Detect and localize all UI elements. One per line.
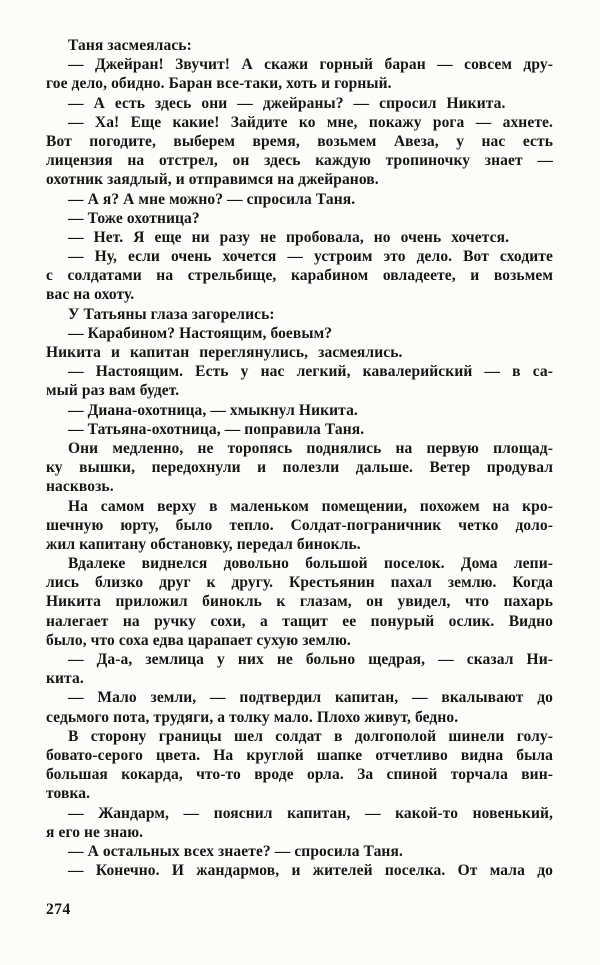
- text-line: Никита приложил бинокль к глазам, он увидел, что пахарь: [46, 593, 553, 611]
- text-line: — Жандарм, — пояснил капитан, — какой-то новенький,: [68, 804, 553, 822]
- text-line: жил капитану обстановку, передал бинокль.: [46, 535, 361, 553]
- text-line: мый раз вам будет.: [46, 382, 180, 400]
- text-line: — Татьяна-охотница, — поправила Таня.: [68, 420, 365, 438]
- text-line: — Настоящим. Есть у нас легкий, кавалерийский — в са-: [68, 363, 553, 381]
- text-line: с солдатами на стрельбище, карабином овладеете, и возьмем: [46, 267, 553, 285]
- text-line: было, что соха едва царапает сухую землю.: [46, 631, 351, 649]
- text-line: лицензия на отстрел, он здесь каждую тропиночку знает —: [46, 152, 553, 170]
- text-line: большая кокарда, что-то вроде орла. За спиной торчала вин-: [46, 766, 553, 784]
- text-line: — Мало земли, — подтвердил капитан, — вкалывают до: [68, 689, 553, 707]
- text-line: налегает на ручку сохи, а тащит ее понурый ослик. Видно: [46, 612, 553, 630]
- text-line: вас на охоту.: [46, 286, 135, 304]
- text-line: ку вышки, передохнули и полезли дальше. Ветер продувал: [46, 459, 553, 477]
- text-line: шечную юрту, было тепло. Солдат-пограничник четко доло-: [46, 516, 553, 534]
- text-line: гое дело, обидно. Баран все-таки, хоть и горный.: [46, 75, 392, 93]
- text-line: насквозь.: [46, 478, 114, 496]
- text-line: — А остальных всех знаете? — спросила Таня.: [68, 842, 403, 860]
- text-line: — Карабином? Настоящим, боевым?: [68, 324, 333, 342]
- text-line: — Нет. Я еще ни разу не пробовала, но очень хочется.: [68, 228, 510, 246]
- text-line: — Конечно. И жандармов, и жителей поселка. От мала до: [68, 862, 553, 880]
- text-line: Вдалеке виднелся довольно большой поселок. Дома лепи-: [68, 555, 553, 573]
- page-number: 274: [46, 901, 71, 918]
- text-line: — Джейран! Звучит! А скажи горный баран — совсем дру-: [68, 56, 553, 74]
- text-line: бовато-серого цвета. На круглой шапке отчетливо видна была: [46, 746, 553, 764]
- text-line: Таня засмеялась:: [68, 37, 192, 54]
- text-line: В сторону границы шел солдат в долгополой шинели голу-: [68, 727, 553, 745]
- text-line: — Ха! Еще какие! Зайдите ко мне, покажу рога — ахнете.: [68, 113, 553, 131]
- text-block: [46, 36, 553, 880]
- text-line: лись близко друг к другу. Крестьянин пахал землю. Когда: [46, 574, 553, 592]
- text-line: седьмого пота, трудяги, а толку мало. Плохо живут, бедно.: [46, 708, 459, 726]
- text-line: кита.: [46, 670, 84, 688]
- text-line: — А я? А мне можно? — спросила Таня.: [68, 190, 356, 208]
- text-line: охотник заядлый, и отправимся на джейранов.: [46, 171, 379, 189]
- text-line: У Татьяны глаза загорелись:: [68, 305, 275, 323]
- text-line: Никита и капитан переглянулись, засмеялись.: [46, 344, 403, 361]
- text-line: товка.: [46, 785, 91, 803]
- text-line: — Да-а, землица у них не больно щедрая, — сказал Ни-: [68, 651, 553, 668]
- text-line: Они медленно, не торопясь поднялись на первую площад-: [68, 439, 553, 457]
- text-line: — Тоже охотница?: [68, 209, 200, 227]
- text-line: — А есть здесь они — джейраны? — спросил Никита.: [68, 94, 506, 112]
- text-line: Вот погодите, выберем время, возьмем Авеза, у нас есть: [46, 132, 553, 150]
- text-line: я его не знаю.: [46, 823, 144, 841]
- text-line: — Ну, если очень хочется — устроим это дело. Вот сходите: [68, 248, 553, 266]
- text-line: На самом верху в маленьком помещении, похожем на кро-: [68, 497, 553, 515]
- text-line: — Диана-охотница, — хмыкнул Никита.: [68, 401, 358, 419]
